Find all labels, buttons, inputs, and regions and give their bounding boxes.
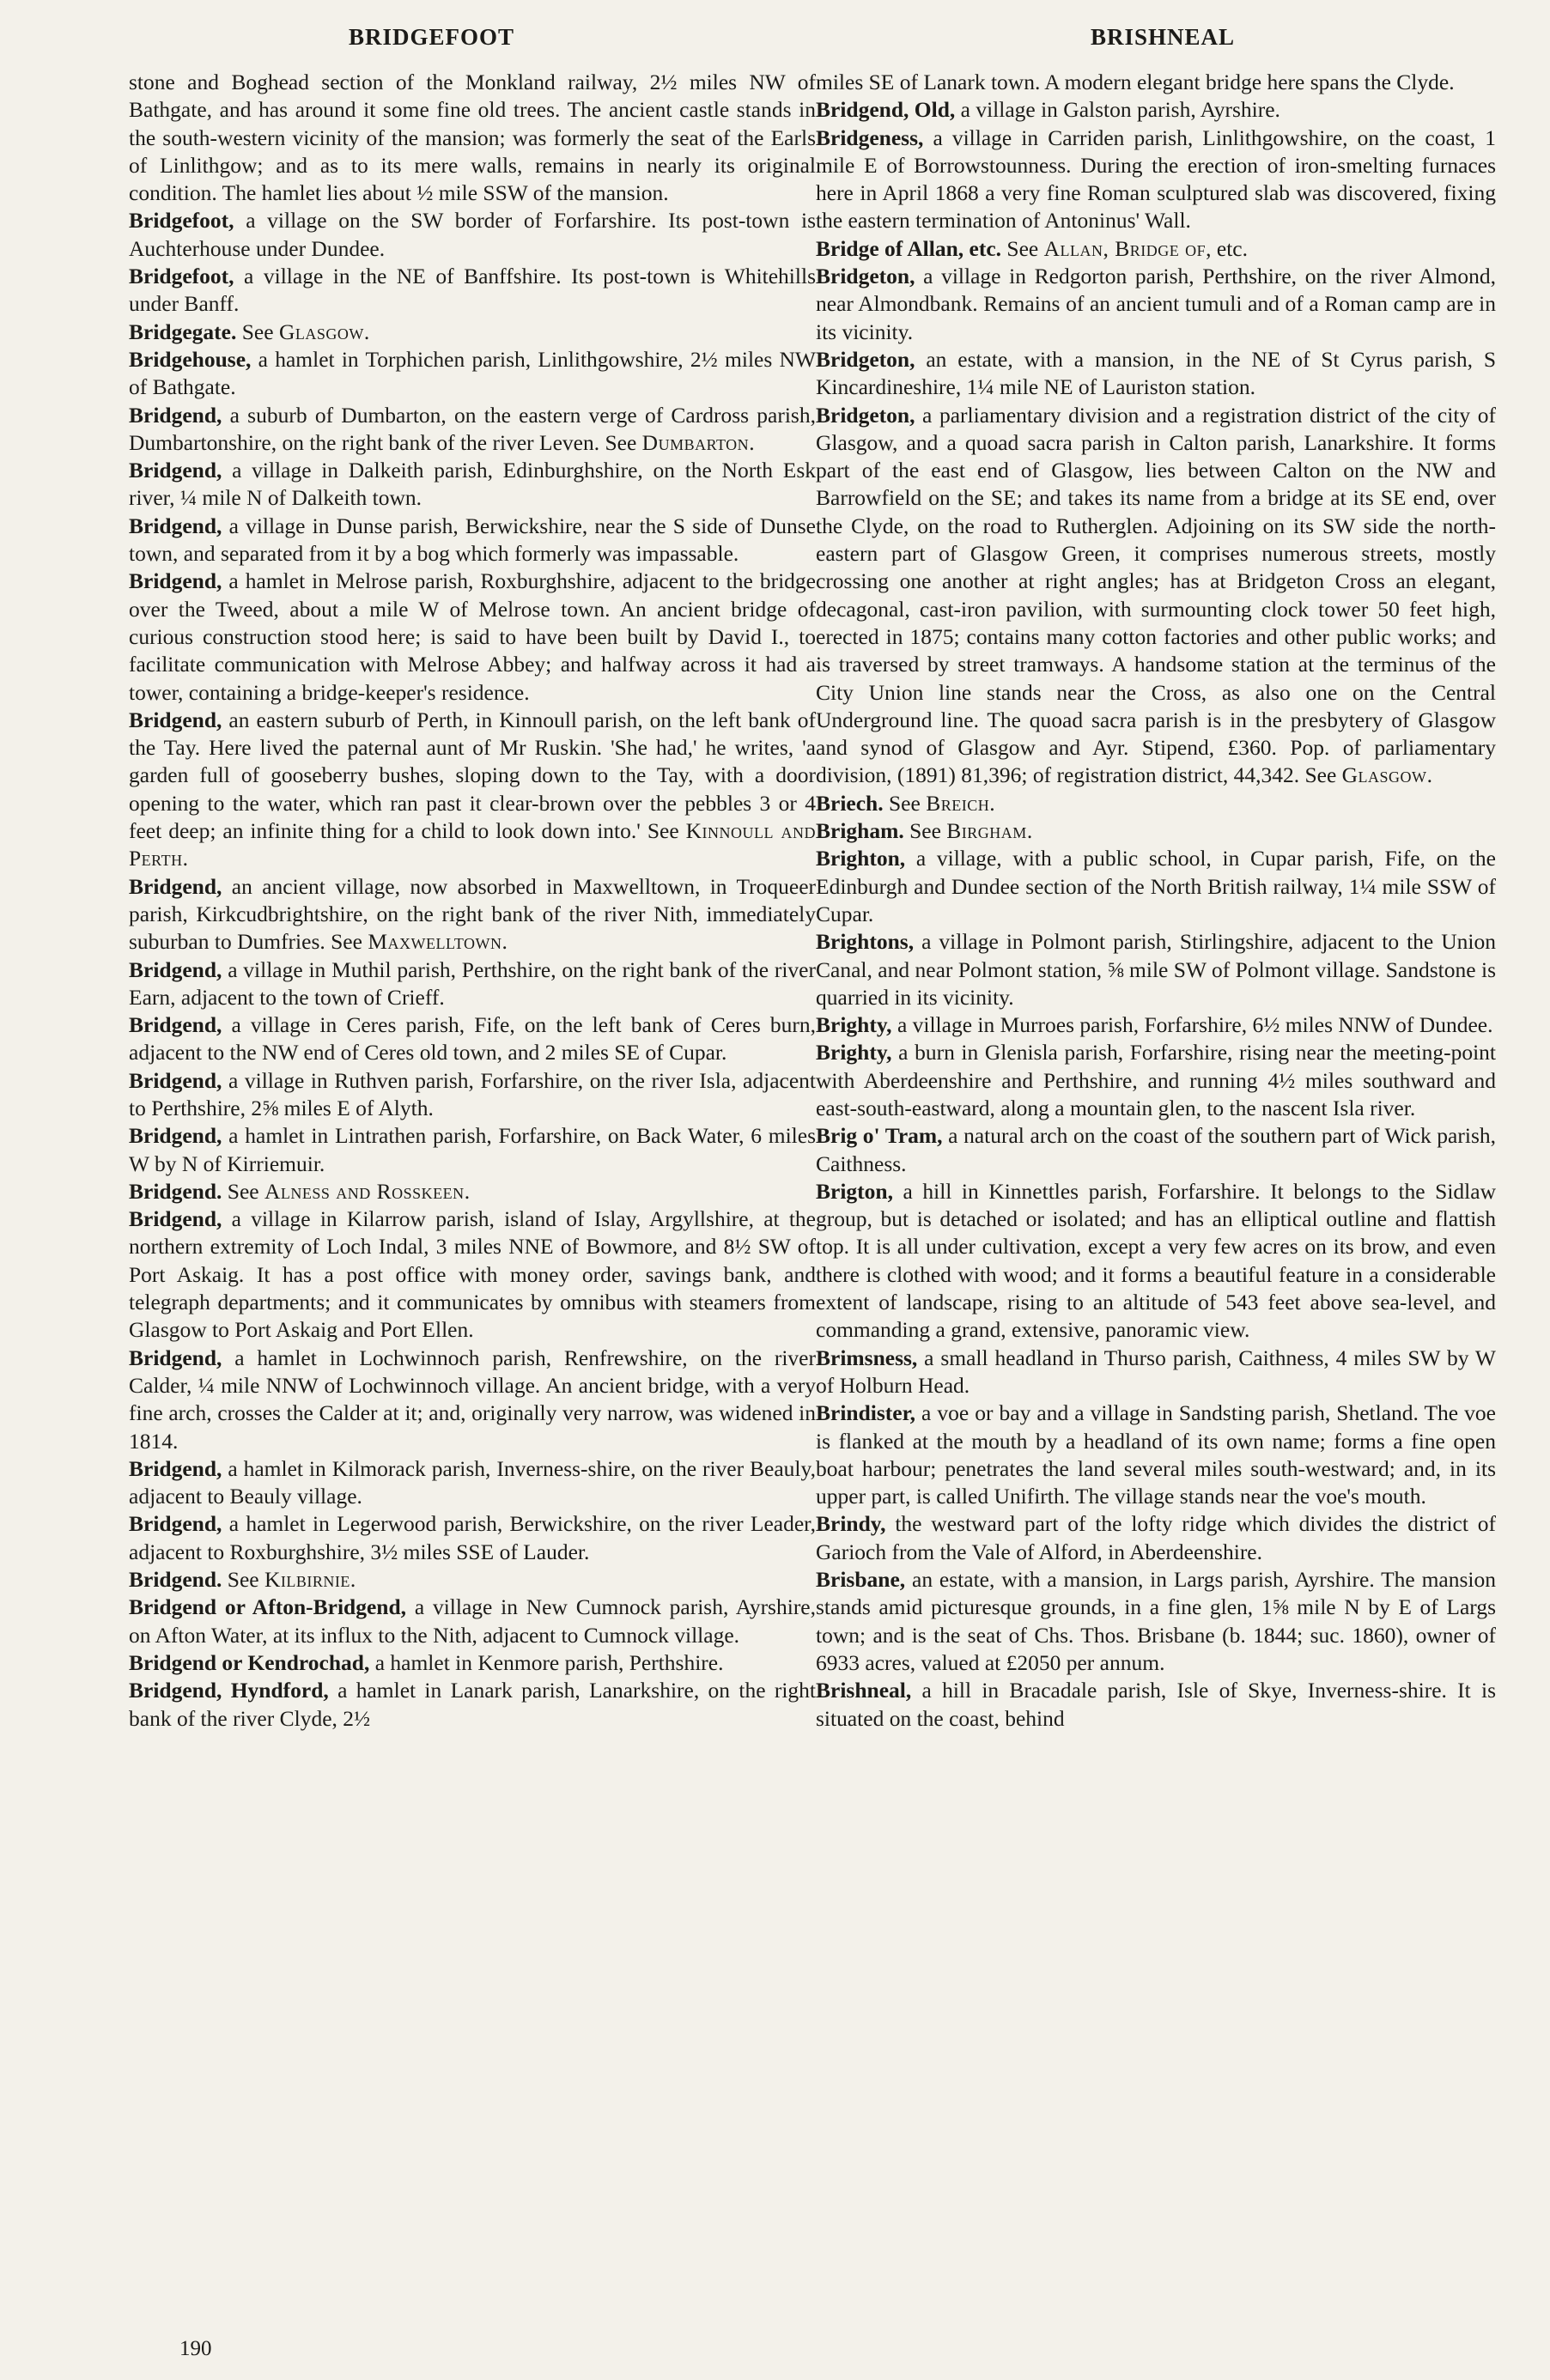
entry-headword: Bridgend, [129, 1345, 222, 1370]
gazetteer-entry [816, 1510, 1496, 1566]
gazetteer-entry [816, 928, 1496, 1011]
cross-reference: Maxwelltown [368, 929, 502, 955]
entry-headword: Bridgend, [129, 1455, 222, 1481]
entry-headword: Bridgeton, [816, 402, 915, 428]
entry-text: a hill in Bracadale parish, Isle of Skye, Inverness-shire. It is situated on the coast, behind [816, 1678, 1496, 1731]
running-head-right: BRISHNEAL [1091, 24, 1236, 50]
cross-reference: Glasgow [1341, 762, 1427, 788]
running-head-left: BRIDGEFOOT [349, 24, 515, 50]
gazetteer-entry [816, 402, 1496, 790]
gazetteer-entry [816, 124, 1496, 235]
entry-headword: Bridgehouse, [129, 346, 252, 372]
entry-text: miles SE of Lanark town. A modern elegant bridge here spans the Clyde. [816, 70, 1455, 94]
gazetteer-entry [816, 1178, 1496, 1345]
entry-text: an eastern suburb of Perth, in Kinnoull parish, on the left bank of the Tay. Here lived the paternal aunt of Mr Ruskin. 'She had,' he writes, 'a garden full of gooseberry bushes, sloping down to the Tay, with a door opening to the water, which ran past it clear-brown over the pebbles 3 or 4 feet deep; an infinite thing for a child to look down into.' See [129, 707, 816, 844]
entry-text: See [1001, 235, 1044, 261]
entry-headword: Brigham. [816, 818, 904, 844]
gazetteer-entry [816, 346, 1496, 402]
entry-headword: Brighty, [816, 1012, 892, 1038]
entry-headword: Bridgend, [129, 873, 222, 899]
entry-text: See [236, 319, 279, 344]
cross-reference: Breich [926, 790, 990, 816]
entry-headword: Bridgend. [129, 1567, 222, 1593]
entry-headword: Bridgeton, [816, 264, 915, 289]
entry-text: a voe or bay and a village in Sandsting parish, Shetland. The voe is flanked at the mouth by a headland of its own name; forms a fine open boat harbour; penetrates the land several miles south-westward; and, in its upper part, is called Unifirth. The village stands near the voe's mouth. [816, 1400, 1496, 1509]
cross-reference: Allan, Bridge of [1043, 235, 1207, 261]
entry-text: a village in Muthil parish, Perthshire, on the right bank of the river Earn, adjacent to the town of Crieff. [129, 956, 816, 1010]
entry-headword: Brighty, [816, 1040, 892, 1066]
entry-text: a village in New Cumnock parish, Ayrshire, on Afton Water, at its influx to the Nith, adjacent to Cumnock village. [129, 1594, 816, 1648]
gazetteer-entry [816, 235, 1496, 263]
entry-tail: . [501, 929, 508, 955]
entry-headword: Bridge of Allan, etc. [816, 235, 1002, 261]
entry-text: a village in Ruthven parish, Forfarshire, on the river Isla, adjacent to Perthshire, 2⅝ miles E of Alyth. [129, 1067, 816, 1120]
entry-headword: Bridgefoot, [129, 208, 234, 234]
entry-text: a hamlet in Kenmore parish, Perthshire. [369, 1649, 724, 1675]
entry-headword: Brighton, [816, 846, 906, 871]
entry-text: a hamlet in Lochwinnoch parish, Renfrewshire, on the river Calder, ¼ mile NNW of Lochwinnoch village. An ancient bridge, with a very fine arch, crosses the Calder at it; and, originally very narrow, was widened in 1814. [129, 1345, 816, 1454]
entry-text: a village in Carriden parish, Linlithgowshire, on the coast, 1 mile E of Borrowstounness. During the erection of iron-smelting furnaces here in April 1868 a very fine Roman sculptured slab was discovered, fixing the eastern termination of Antoninus' Wall. [816, 124, 1496, 234]
gazetteer-entry [129, 1122, 816, 1178]
entry-headword: Brindy, [816, 1511, 886, 1537]
gazetteer-entry [816, 69, 1496, 96]
gazetteer-entry [129, 873, 816, 956]
entry-headword: Bridgend, [129, 1012, 222, 1038]
gazetteer-entry [129, 956, 816, 1012]
gazetteer-entry [129, 1455, 816, 1511]
entry-text: the westward part of the lofty ridge which divides the district of Garioch from the Vale of Alford, in Aberdeenshire. [816, 1511, 1496, 1564]
entry-headword: Bridgend, Old, [816, 97, 956, 123]
entry-text: an ancient village, now absorbed in Maxwelltown, in Troqueer parish, Kirkcudbrightshire, on the right bank of the river Nith, immediately suburban to Dumfries. See [129, 873, 816, 955]
entry-text: stone and Boghead section of the Monkland railway, 2½ miles NW of Bathgate, and has around it some fine old trees. The ancient castle stands in the south-western vicinity of the mansion; was formerly the seat of the Earls of Linlithgow; and as to its mere walls, remains in nearly its original condition. The hamlet lies about ½ mile SSW of the mansion. [129, 70, 816, 206]
entry-text: See [883, 790, 927, 816]
cross-reference: Glasgow [278, 319, 364, 344]
gazetteer-entry [129, 1649, 816, 1677]
entry-text: a village in the NE of Banffshire. Its post-town is Whitehills under Banff. [129, 264, 816, 317]
entry-text: a hamlet in Kilmorack parish, Inverness-shire, on the river Beauly, adjacent to Beauly village. [129, 1455, 816, 1509]
entry-text: a village, with a public school, in Cupar parish, Fife, on the Edinburgh and Dundee section of the North British railway, 1¼ mile SSW of Cupar. [816, 846, 1496, 926]
gazetteer-entry [816, 845, 1496, 928]
gazetteer-entry [129, 707, 816, 873]
entry-headword: Bridgend, [129, 513, 222, 538]
entry-text: a village in Redgorton parish, Perthshire, on the river Almond, near Almondbank. Remains of an ancient tumuli and of a Roman camp are in its vicinity. [816, 264, 1496, 344]
entry-text: a suburb of Dumbarton, on the eastern verge of Cardross parish, Dumbartonshire, on the right bank of the river Leven. See [129, 402, 816, 455]
gazetteer-entry [816, 1039, 1496, 1122]
entry-headword: Brigton, [816, 1178, 893, 1204]
gazetteer-entry [129, 346, 816, 402]
entry-headword: Briech. [816, 790, 884, 816]
gazetteer-entry [816, 1566, 1496, 1677]
gazetteer-entry [816, 263, 1496, 346]
entry-headword: Bridgefoot, [129, 264, 234, 289]
entry-text: a hamlet in Lintrathen parish, Forfarshire, on Back Water, 6 miles W by N of Kirriemuir. [129, 1123, 816, 1176]
entry-text: See [222, 1567, 264, 1593]
entry-headword: Bridgend, [129, 458, 222, 483]
entry-text: an estate, with a mansion, in the NE of St Cyrus parish, S Kincardineshire, 1¼ mile NE of Lauriston station. [816, 346, 1496, 400]
entry-headword: Bridgegate. [129, 319, 237, 344]
cross-reference: Dumbarton [641, 429, 750, 455]
entry-tail: . [464, 1178, 471, 1204]
gazetteer-entry [816, 96, 1496, 124]
entry-text: a village in Galston parish, Ayrshire. [955, 97, 1280, 123]
entry-headword: Brishneal, [816, 1678, 912, 1703]
entry-text: a village in Kilarrow parish, island of Islay, Argyllshire, at the northern extremity of Loch Indal, 3 miles NNE of Bowmore, and 8½ SW of Port Askaig. It has a post office with money order, savings bank, and telegraph departments; and it communicates by omnibus with steamers from Glasgow to Port Askaig and Port Ellen. [129, 1206, 816, 1343]
entry-text: a village in Ceres parish, Fife, on the left bank of Ceres burn, adjacent to the NW end of Ceres old town, and 2 miles SE of Cupar. [129, 1012, 816, 1066]
entry-text: a natural arch on the coast of the southern part of Wick parish, Caithness. [816, 1123, 1496, 1176]
entry-headword: Brisbane, [816, 1567, 906, 1593]
entry-headword: Brimsness, [816, 1345, 918, 1370]
gazetteer-entry [129, 1345, 816, 1455]
gazetteer-entry [816, 1345, 1496, 1400]
entry-headword: Bridgend, [129, 707, 222, 732]
entry-tail: . [989, 790, 995, 816]
gazetteer-entry [129, 1067, 816, 1123]
entry-text: a small headland in Thurso parish, Caithness, 4 miles SW by W of Holburn Head. [816, 1345, 1496, 1398]
page-number: 190 [179, 2337, 212, 2360]
gazetteer-entry [816, 1122, 1496, 1178]
cross-reference: Kinnoull and Perth [129, 818, 816, 871]
right-column [816, 69, 1496, 1733]
gazetteer-entry [129, 1011, 816, 1067]
left-column [129, 69, 816, 1733]
gazetteer-entry [129, 402, 816, 458]
cross-reference: Birgham [946, 818, 1027, 844]
entry-text: a hamlet in Legerwood parish, Berwickshire, on the river Leader, adjacent to Roxburghshire, 3½ miles SSE of Lauder. [129, 1511, 816, 1564]
entry-tail: . [350, 1567, 356, 1593]
entry-text: a village in Dunse parish, Berwickshire, near the S side of Dunse town, and separated from it by a bog which formerly was impassable. [129, 513, 816, 567]
entry-headword: Bridgend, [129, 956, 222, 982]
gazetteer-entry [129, 69, 816, 207]
gazetteer-entry [129, 513, 816, 568]
entry-tail: . [749, 429, 755, 455]
entry-headword: Bridgend. [129, 1178, 222, 1204]
entry-text: a hill in Kinnettles parish, Forfarshire. It belongs to the Sidlaw group, but is detached or isolated; and has an elliptical outline and flattish top. It is all under cultivation, except a very few acres on its brow, and even there is clothed with wood; and it forms a beautiful feature in a considerable extent of landscape, rising to an altitude of 543 feet above sea-level, and commanding a grand, extensive, panoramic view. [816, 1178, 1496, 1343]
gazetteer-entry [129, 1677, 816, 1733]
gazetteer-entry [816, 1011, 1496, 1039]
entry-headword: Bridgeton, [816, 346, 915, 372]
gazetteer-entry [129, 568, 816, 706]
entry-text: a village on the SW border of Forfarshire. Its post-town is Auchterhouse under Dundee. [129, 208, 816, 261]
cross-reference: Alness and Rosskeen [264, 1178, 465, 1204]
gazetteer-entry [129, 207, 816, 263]
entry-text: a hamlet in Torphichen parish, Linlithgowshire, 2½ miles NW of Bathgate. [129, 346, 816, 400]
gazetteer-entry [129, 457, 816, 513]
gazetteer-entry [129, 1566, 816, 1594]
entry-headword: Bridgend, [129, 1511, 222, 1537]
entry-tail: . [182, 846, 188, 871]
gazetteer-entry [129, 1510, 816, 1566]
entry-headword: Brightons, [816, 929, 915, 955]
entry-headword: Bridgend or Afton-Bridgend, [129, 1594, 407, 1620]
entry-text: an estate, with a mansion, in Largs parish, Ayrshire. The mansion stands amid picturesque grounds, in a fine glen, 1⅝ mile N by E of Largs town; and is the seat of Chs. Thos. Brisbane (b. 1844; suc. 1860), owner of 6933 acres, valued at £2050 per annum. [816, 1567, 1496, 1675]
gazetteer-entry [129, 1205, 816, 1344]
gazetteer-entry [816, 817, 1496, 845]
entry-headword: Bridgend, [129, 402, 222, 428]
gazetteer-entry [129, 319, 816, 346]
entry-text: a village in Dalkeith parish, Edinburghshire, on the North Esk river, ¼ mile N of Dalkeith town. [129, 458, 816, 511]
entry-headword: Brindister, [816, 1400, 915, 1426]
entry-headword: Brig o' Tram, [816, 1123, 943, 1149]
gazetteer-entry [816, 790, 1496, 817]
entry-tail: , etc. [1206, 235, 1248, 261]
entry-text: See [903, 818, 947, 844]
entry-text: a burn in Glenisla parish, Forfarshire, rising near the meeting-point with Aberdeenshire and Perthshire, and running 4½ miles southward and east-south-eastward, along a mountain glen, to the nascent Isla river. [816, 1040, 1496, 1120]
entry-text: See [222, 1178, 264, 1204]
entry-text: a parliamentary division and a registration district of the city of Glasgow, and a quoad sacra parish in Calton parish, Lanarkshire. It forms part of the east end of Glasgow, lies between Calton on the NW and Barrowfield on the SE; and takes its name from a bridge at its SE end, over the Clyde, on the road to Rutherglen. Adjoining on its SW side the north-eastern part of Glasgow Green, it comprises numerous streets, mostly crossing one another at right angles; has at Bridgeton Cross an elegant, decagonal, cast-iron pavilion, with surmounting clock tower 50 feet high, erected in 1875; contains many cotton factories and other public works; and is traversed by street tramways. A handsome station at the terminus of the City Union line stands near the Cross, as also one on the Central Underground line. The quoad sacra parish is in the presbytery of Glasgow and synod of Glasgow and Ayr. Stipend, £360. Pop. of parliamentary division, (1891) 81,396; of registration district, 44,342. See [816, 402, 1496, 788]
gazetteer-entry [129, 263, 816, 319]
gazetteer-entry [816, 1399, 1496, 1510]
entry-headword: Bridgend, Hyndford, [129, 1678, 329, 1703]
entry-text: a village in Polmont parish, Stirlingshire, adjacent to the Union Canal, and near Polmont station, ⅝ mile SW of Polmont village. Sandstone is quarried in its vicinity. [816, 929, 1496, 1010]
entry-headword: Bridgend, [129, 568, 222, 594]
entry-tail: . [1426, 762, 1432, 788]
entry-headword: Bridgend or Kendrochad, [129, 1649, 370, 1675]
entry-text: a hamlet in Melrose parish, Roxburghshire, adjacent to the bridge over the Tweed, about a mile W of Melrose town. An ancient bridge of curious construction stood here; is said to have been built by David I., to facilitate communication with Melrose Abbey; and halfway across it had a tower, containing a bridge-keeper's residence. [129, 568, 816, 705]
entry-text: a hamlet in Lanark parish, Lanarkshire, on the right bank of the river Clyde, 2½ [129, 1678, 816, 1731]
gazetteer-entry [129, 1594, 816, 1649]
gazetteer-entry [816, 1677, 1496, 1733]
entry-headword: Bridgend, [129, 1067, 222, 1093]
entry-text: a village in Murroes parish, Forfarshire, 6½ miles NNW of Dundee. [891, 1012, 1493, 1038]
gazetteer-entry [129, 1178, 816, 1205]
entry-tail: . [363, 319, 370, 344]
entry-headword: Bridgend, [129, 1123, 222, 1149]
entry-tail: . [1026, 818, 1033, 844]
entry-headword: Bridgend, [129, 1206, 222, 1232]
cross-reference: Kilbirnie [264, 1567, 350, 1593]
entry-headword: Bridgeness, [816, 124, 924, 150]
